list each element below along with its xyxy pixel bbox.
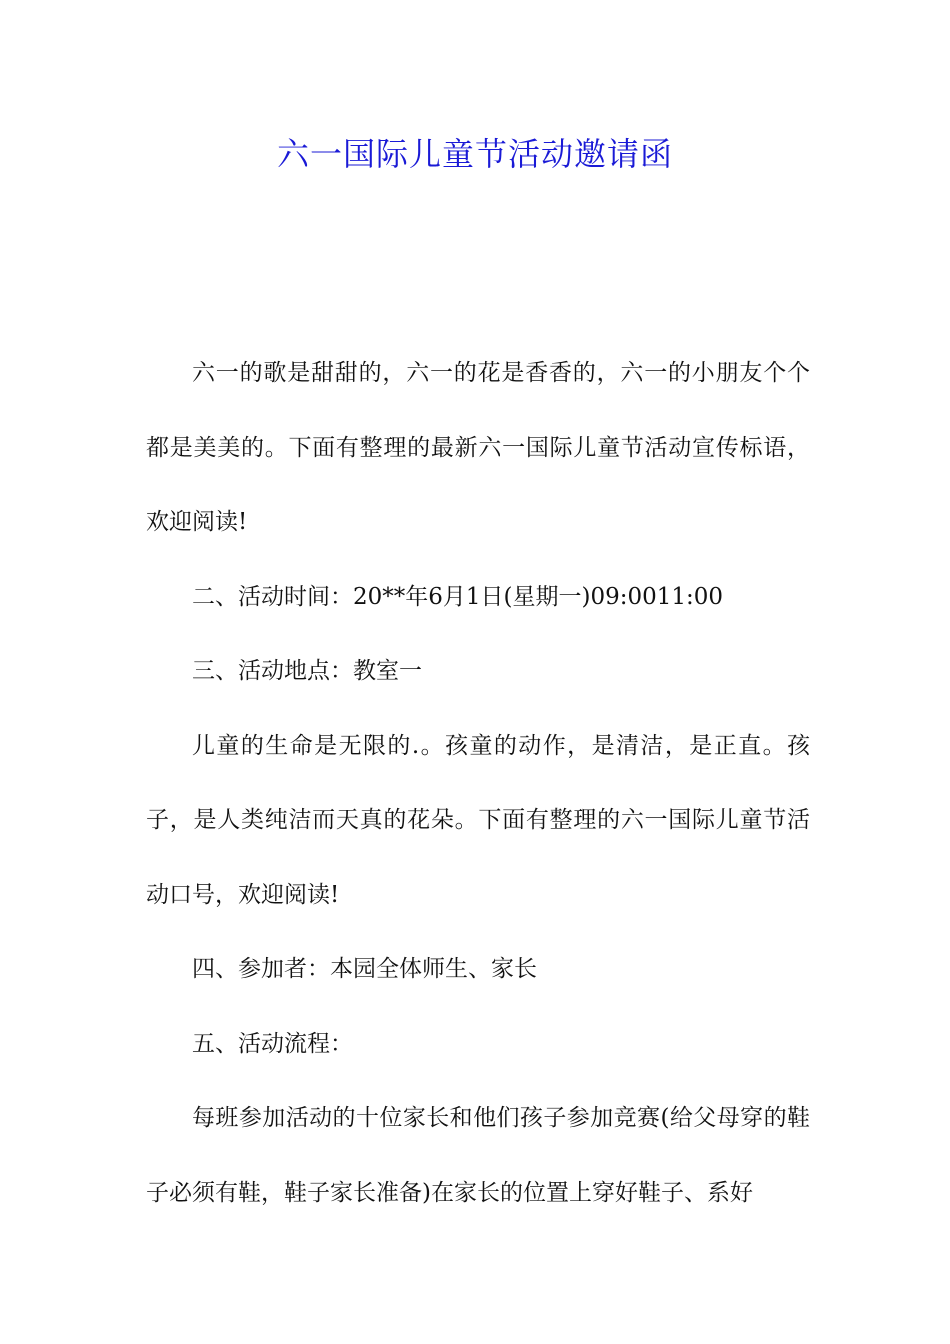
- paragraph-activity-location: 三、活动地点：教室一: [192, 658, 422, 684]
- document-body: [146, 336, 810, 1230]
- paragraph-participants: 四、参加者：本园全体师生、家长: [192, 956, 537, 982]
- paragraph-flow-details: 每班参加活动的十位家长和他们孩子参加竞赛(给父母穿的鞋子必须有鞋，鞋子家长准备)在家长的位置上穿好鞋子、系好: [146, 1105, 810, 1206]
- paragraph-intro: 六一的歌是甜甜的，六一的花是香香的，六一的小朋友个个都是美美的。下面有整理的最新六一国际儿童节活动宣传标语，欢迎阅读!: [146, 360, 810, 535]
- paragraph-children-life: 儿童的生命是无限的.。孩童的动作，是清洁，是正直。孩子，是人类纯洁而天真的花朵。下面有整理的六一国际儿童节活动口号，欢迎阅读!: [146, 732, 810, 908]
- document-title: 六一国际儿童节活动邀请函: [276, 135, 673, 173]
- paragraph-activity-flow: 五、活动流程：: [192, 1030, 353, 1057]
- paragraph-activity-time: 二、活动时间：20**年6月1日(星期一)09:0011:00: [192, 583, 724, 610]
